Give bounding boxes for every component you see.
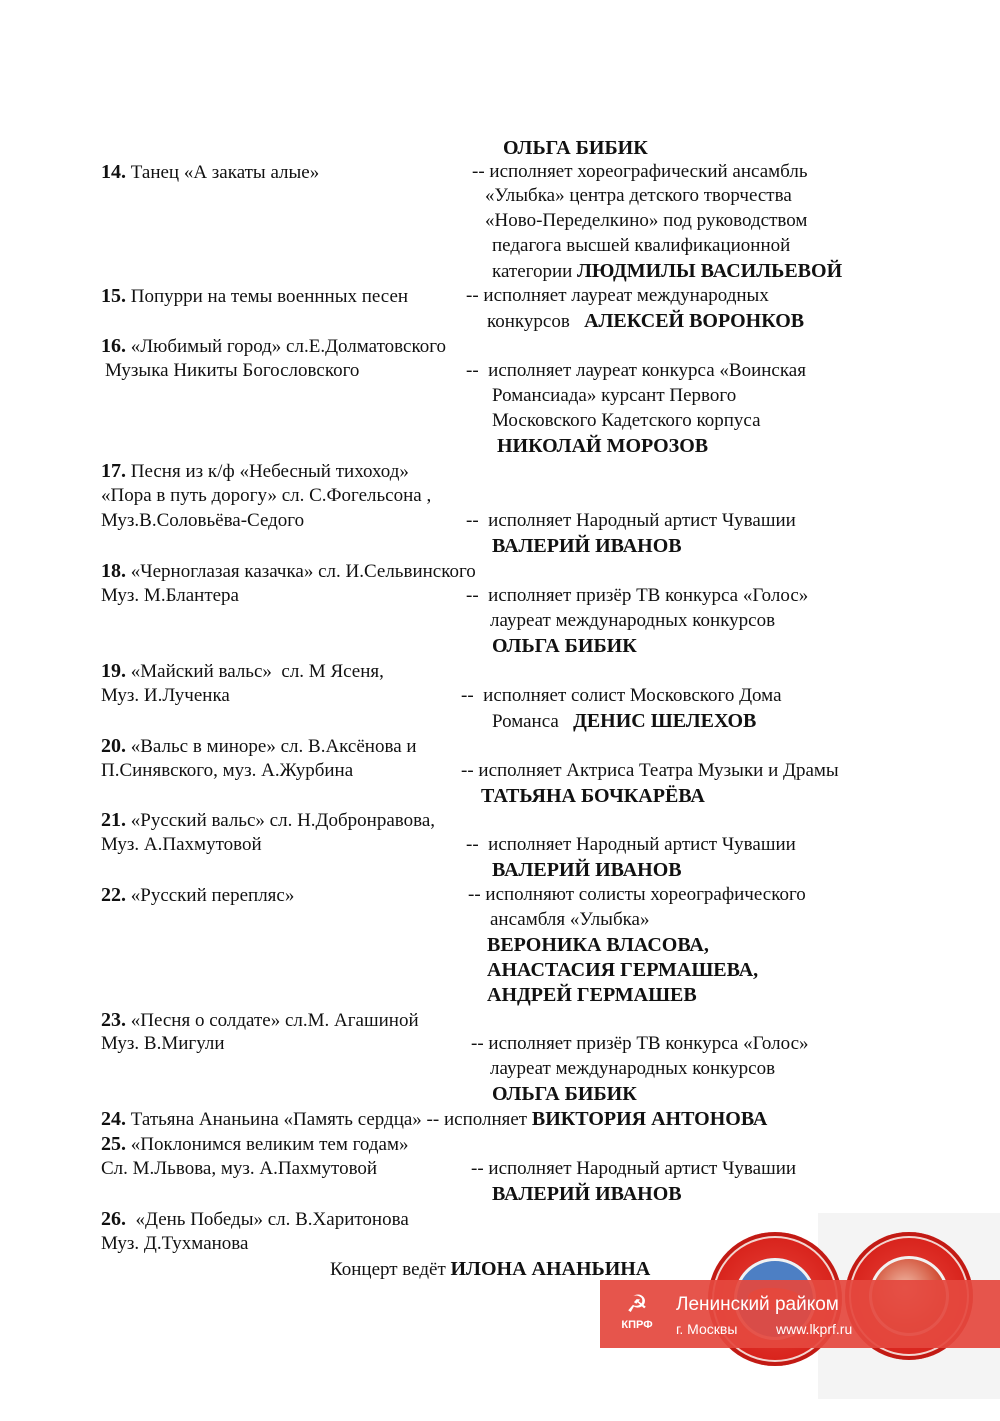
line-text: Муз. И.Лученка bbox=[101, 685, 230, 706]
item-number: 19. bbox=[101, 660, 126, 682]
line-text: «Черноглазая казачка» сл. И.Сельвинского bbox=[126, 561, 476, 582]
item-number: 22. bbox=[101, 884, 126, 906]
program-line bbox=[487, 958, 758, 983]
line-text: категории bbox=[492, 261, 578, 282]
item-number: 24. bbox=[101, 1108, 126, 1130]
item-number: 20. bbox=[101, 735, 126, 757]
program-line bbox=[503, 136, 648, 161]
program-line bbox=[492, 634, 637, 659]
program-line bbox=[497, 434, 708, 459]
program-line bbox=[485, 184, 792, 208]
performer-name: ДЕНИС ШЕЛЕХОВ bbox=[573, 710, 757, 732]
program-line bbox=[105, 359, 359, 383]
item-number: 15. bbox=[101, 285, 126, 307]
line-text: -- исполняют солисты хореографического bbox=[468, 884, 806, 905]
program-line bbox=[487, 983, 697, 1008]
program-line bbox=[101, 1232, 248, 1256]
performer-name: ВАЛЕРИЙ ИВАНОВ bbox=[492, 1183, 682, 1205]
line-text: «Русский вальс» сл. Н.Добронравова, bbox=[126, 810, 436, 831]
line-text: -- исполняет призёр ТВ конкурса «Голос» bbox=[471, 1033, 809, 1054]
program-line bbox=[466, 584, 808, 608]
program-line bbox=[490, 908, 650, 932]
item-number: 23. bbox=[101, 1009, 126, 1031]
program-line bbox=[490, 1057, 775, 1081]
program-line bbox=[487, 933, 709, 958]
program-line bbox=[492, 384, 736, 408]
program-line bbox=[468, 883, 806, 907]
program-line bbox=[101, 659, 384, 684]
program-line bbox=[481, 784, 705, 809]
performer-name: НИКОЛАЙ МОРОЗОВ bbox=[497, 435, 709, 457]
kprf-abbr: КПРФ bbox=[621, 1319, 653, 1331]
line-text: Музыка Никиты Богословского bbox=[105, 360, 360, 381]
line-text: «Улыбка» центра детского творчества bbox=[485, 185, 792, 206]
line-text: лауреат международных конкурсов bbox=[490, 1058, 776, 1079]
line-text: «Поклонимся великим тем годам» bbox=[126, 1134, 409, 1155]
line-text: Романса bbox=[492, 711, 574, 732]
program-line bbox=[330, 1257, 650, 1282]
line-text: Муз. А.Пахмутовой bbox=[101, 834, 262, 855]
program-line bbox=[101, 484, 431, 508]
performer-name: ЛЮДМИЛЫ ВАСИЛЬЕВОЙ bbox=[577, 260, 843, 282]
program-line bbox=[492, 234, 790, 258]
program-line bbox=[101, 684, 230, 708]
program-line bbox=[101, 559, 476, 584]
item-number: 17. bbox=[101, 460, 126, 482]
line-text: -- исполняет лауреат конкурса «Воинская bbox=[466, 360, 806, 381]
banner-site-link[interactable]: www.lkprf.ru bbox=[776, 1321, 853, 1337]
program-line bbox=[471, 1032, 809, 1056]
line-text: «Ново-Переделкино» под руководством bbox=[485, 210, 808, 231]
performer-name: ИЛОНА АНАНЬИНА bbox=[450, 1258, 651, 1280]
performer-name: ОЛЬГА БИБИК bbox=[492, 635, 637, 657]
line-text: Романсиада» курсант Первого bbox=[492, 385, 737, 406]
line-text: -- исполняет Народный артист Чувашии bbox=[466, 510, 796, 531]
program-line bbox=[492, 1182, 682, 1207]
performer-name: ТАТЬЯНА БОЧКАРЁВА bbox=[481, 785, 705, 807]
program-line bbox=[101, 1207, 409, 1232]
line-text: ансамбля «Улыбка» bbox=[490, 909, 650, 930]
performer-name: ОЛЬГА БИБИК bbox=[503, 137, 648, 159]
program-line bbox=[466, 509, 796, 533]
performer-name: АНАСТАСИЯ ГЕРМАШЕВА, bbox=[487, 959, 759, 981]
line-text: «День Победы» сл. В.Харитонова bbox=[126, 1209, 409, 1230]
banner-title: Ленинский райком bbox=[676, 1294, 839, 1315]
line-text: «Пора в путь дорогу» сл. С.Фогельсона , bbox=[101, 485, 432, 506]
performer-name: ВАЛЕРИЙ ИВАНОВ bbox=[492, 859, 682, 881]
program-line bbox=[101, 160, 319, 185]
program-line bbox=[101, 284, 408, 309]
watermark-banner[interactable] bbox=[600, 1280, 1000, 1348]
program-line bbox=[472, 160, 808, 184]
line-text: «Майский вальс» сл. М Ясеня, bbox=[126, 661, 384, 682]
program-line bbox=[101, 1032, 225, 1056]
line-text: -- исполняет Народный артист Чувашии bbox=[466, 834, 796, 855]
performer-name: АЛЕКСЕЙ ВОРОНКОВ bbox=[584, 310, 805, 332]
line-text: конкурсов bbox=[487, 311, 585, 332]
program-line bbox=[101, 1008, 419, 1033]
program-line bbox=[487, 309, 804, 334]
line-text: Сл. М.Львова, муз. А.Пахмутовой bbox=[101, 1158, 378, 1179]
line-text: «Любимый город» сл.Е.Долматовского bbox=[126, 336, 447, 357]
program-line bbox=[101, 833, 262, 857]
item-number: 26. bbox=[101, 1208, 126, 1230]
line-text: -- исполняет солист Московского Дома bbox=[461, 685, 782, 706]
program-line bbox=[101, 584, 239, 608]
program-line bbox=[466, 833, 796, 857]
line-text: «Песня о солдате» сл.М. Агашиной bbox=[126, 1010, 419, 1031]
line-text: Муз. В.Мигули bbox=[101, 1033, 225, 1054]
line-text: Муз. Д.Тухманова bbox=[101, 1233, 249, 1254]
program-line bbox=[492, 534, 682, 559]
item-number: 16. bbox=[101, 335, 126, 357]
line-text: П.Синявского, муз. А.Журбина bbox=[101, 760, 354, 781]
line-text: -- исполняет лауреат международных bbox=[466, 285, 769, 306]
program-line bbox=[492, 858, 682, 883]
program-line bbox=[461, 759, 839, 783]
item-number: 18. bbox=[101, 560, 126, 582]
kprf-logo bbox=[616, 1292, 658, 1336]
program-line bbox=[466, 359, 806, 383]
program-line bbox=[101, 334, 446, 359]
program-line bbox=[101, 1107, 767, 1132]
line-text: Попурри на темы военнных песен bbox=[126, 286, 409, 307]
line-text: -- исполняет призёр ТВ конкурса «Голос» bbox=[466, 585, 809, 606]
performer-name: ВАЛЕРИЙ ИВАНОВ bbox=[492, 535, 682, 557]
program-line bbox=[101, 883, 294, 908]
program-line bbox=[492, 709, 756, 734]
performer-name: АНДРЕЙ ГЕРМАШЕВ bbox=[487, 984, 697, 1006]
program-line bbox=[485, 209, 807, 233]
line-text: Танец «А закаты алые» bbox=[126, 162, 320, 183]
program-line bbox=[101, 509, 304, 533]
program-line bbox=[461, 684, 782, 708]
program-line bbox=[101, 1157, 377, 1181]
hammer-sickle-icon: ☭ bbox=[626, 1291, 648, 1318]
line-text: -- исполняет хореографический ансамбль bbox=[472, 161, 808, 182]
program-line bbox=[101, 734, 417, 759]
program-line bbox=[101, 459, 409, 484]
line-text: Муз.В.Соловьёва-Седого bbox=[101, 510, 305, 531]
line-text: «Вальс в миноре» сл. В.Аксёнова и bbox=[126, 736, 417, 757]
program-line bbox=[492, 409, 761, 433]
performer-name: ОЛЬГА БИБИК bbox=[492, 1083, 637, 1105]
line-text: -- исполняет Актриса Театра Музыки и Драмы bbox=[461, 760, 839, 781]
program-line bbox=[490, 609, 775, 633]
item-number: 14. bbox=[101, 161, 126, 183]
line-text: Муз. М.Блантера bbox=[101, 585, 239, 606]
program-line bbox=[471, 1157, 796, 1181]
line-text: Татьяна Ананьина «Память сердца» -- исполняет bbox=[126, 1109, 532, 1130]
item-number: 21. bbox=[101, 809, 126, 831]
program-line bbox=[101, 808, 435, 833]
banner-city: г. Москвы bbox=[676, 1321, 738, 1337]
line-text: Концерт ведёт bbox=[330, 1259, 451, 1280]
program-line bbox=[492, 259, 842, 284]
line-text: Московского Кадетского корпуса bbox=[492, 410, 761, 431]
line-text: «Русский перепляс» bbox=[126, 885, 295, 906]
program-line bbox=[492, 1082, 637, 1107]
line-text: Песня из к/ф «Небесный тихоход» bbox=[126, 461, 409, 482]
performer-name: ВЕРОНИКА ВЛАСОВА, bbox=[487, 934, 709, 956]
line-text: -- исполняет Народный артист Чувашии bbox=[471, 1158, 797, 1179]
performer-name: ВИКТОРИЯ АНТОНОВА bbox=[531, 1108, 768, 1130]
line-text: лауреат международных конкурсов bbox=[490, 610, 776, 631]
program-line bbox=[101, 1132, 409, 1157]
item-number: 25. bbox=[101, 1133, 126, 1155]
program-line bbox=[466, 284, 769, 308]
line-text: педагога высшей квалификационной bbox=[492, 235, 791, 256]
program-line bbox=[101, 759, 353, 783]
